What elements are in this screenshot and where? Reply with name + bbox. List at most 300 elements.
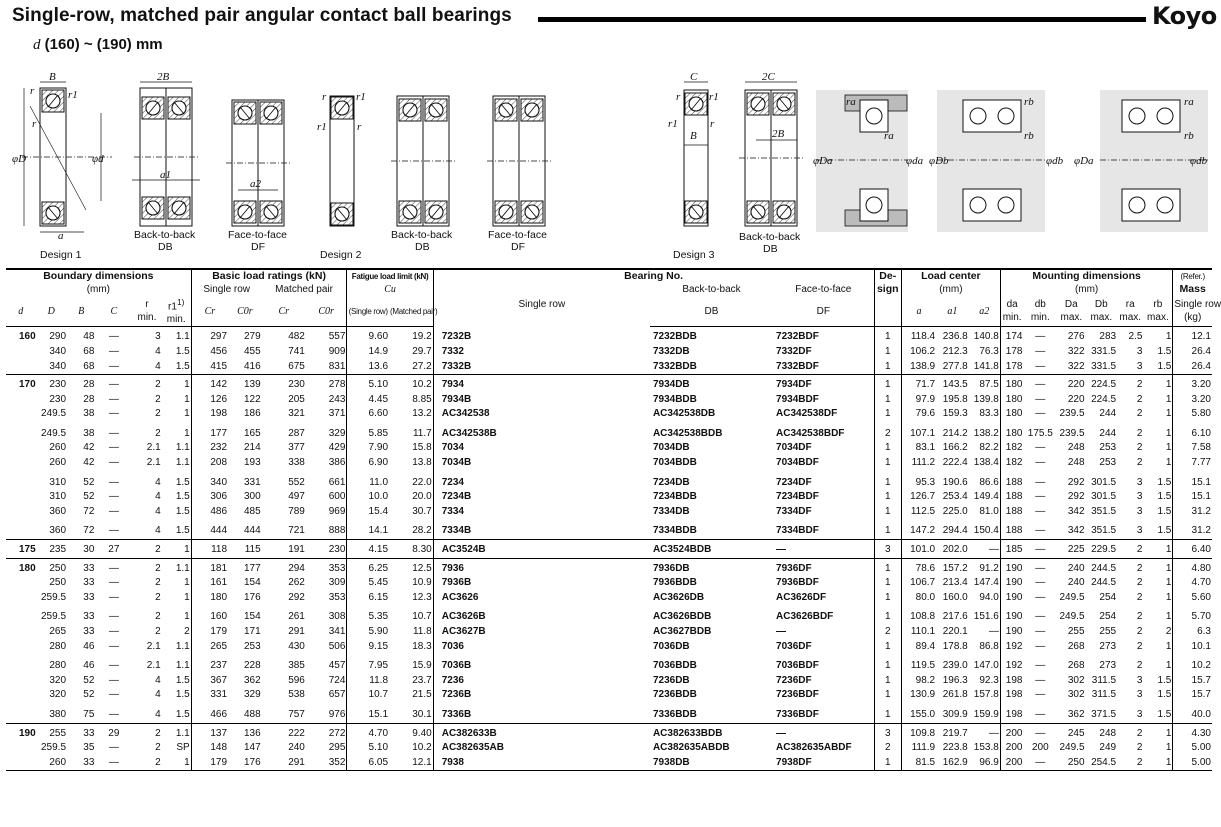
table-cell: 380 — [35, 708, 67, 723]
table-cell: 3 — [1136, 491, 1143, 503]
table-cell: 600 — [328, 491, 346, 503]
table-cell: 46 — [83, 640, 95, 652]
table-cell: 2 — [1165, 626, 1172, 638]
table-cell: 214 — [244, 442, 261, 454]
table-cell: 2 — [1117, 756, 1143, 771]
table-cell: 2 — [1136, 626, 1143, 638]
table-cell: 4.80 — [1173, 558, 1212, 576]
table-cell: 1 — [1165, 660, 1172, 672]
table-cell: 1 — [1165, 442, 1172, 454]
bore-diameter-cell: 160 — [19, 331, 36, 343]
table-cell: 331 — [191, 688, 228, 703]
table-cell: — — [1035, 577, 1046, 589]
bore-diameter-cell — [6, 674, 35, 689]
table-cell: 71.7 — [901, 375, 936, 393]
table-cell: 30.1 — [389, 708, 433, 723]
table-cell: 342 — [1067, 505, 1085, 517]
table-cell: 1.1 — [175, 457, 190, 469]
table-cell: 340 — [49, 345, 67, 357]
table-cell: — — [108, 611, 119, 623]
diagram-label-rb: rb — [1024, 130, 1034, 142]
table-cell: 139 — [244, 379, 261, 391]
table-cell: 15.1 — [1173, 490, 1212, 505]
table-cell: 5.90 — [347, 625, 389, 640]
table-cell: AC342538BDF — [776, 427, 845, 439]
table-cell: 352 — [306, 756, 347, 771]
diagram-label-phidb: φdb — [1190, 155, 1208, 167]
table-cell: 214.2 — [942, 427, 968, 439]
table-cell: 98.2 — [901, 674, 936, 689]
table-row — [6, 476, 1212, 491]
table-cell: — — [1023, 756, 1057, 771]
table-cell: 79.6 — [901, 407, 936, 422]
table-cell: 5.70 — [1173, 610, 1212, 625]
header-cu: Cu — [347, 283, 433, 296]
design3-label: Design 3 — [673, 249, 715, 261]
table-cell: 7936DB — [652, 562, 690, 574]
table-cell: 7034BDB — [652, 457, 697, 469]
table-cell: 909 — [328, 345, 346, 357]
table-cell: 292 — [1067, 491, 1085, 503]
table-cell: 2.5 — [1128, 331, 1143, 343]
table-cell: AC342538DB — [652, 408, 716, 420]
table-cell: 14.9 — [347, 345, 389, 360]
table-cell: 255 — [49, 727, 67, 739]
table-cell: — — [108, 591, 119, 603]
diagram-label-phiDa: φDa — [813, 155, 833, 167]
design1-single-diagram — [12, 71, 112, 261]
col-mass-single: Single row — [1174, 299, 1221, 311]
table-cell: 15.1 — [1173, 476, 1212, 491]
table-cell: 72 — [83, 505, 95, 517]
table-cell: — — [108, 331, 119, 343]
table-cell: 232 — [191, 441, 228, 456]
table-cell: 1.5 — [175, 345, 190, 357]
table-cell: 3 — [155, 331, 161, 343]
col-rb — [1143, 296, 1172, 327]
table-cell: 78.6 — [901, 558, 936, 576]
table-cell: — — [1035, 660, 1046, 672]
table-cell: 301.5 — [1091, 476, 1117, 488]
table-cell: 2.1 — [146, 457, 161, 469]
table-cell: 249.5 — [40, 408, 67, 420]
table-cell: — — [108, 674, 119, 686]
diagram-label-r1: r1 — [317, 121, 327, 133]
table-cell: 7232BDF — [776, 331, 819, 343]
table-cell: 329 — [328, 427, 346, 439]
table-cell: 1.5 — [1157, 476, 1172, 488]
table-cell: — — [1023, 360, 1057, 375]
table-cell: 415 — [191, 360, 228, 375]
table-cell: 1 — [874, 476, 901, 491]
table-cell: 367 — [191, 674, 228, 689]
table-cell: 291 — [288, 626, 305, 638]
bore-diameter-cell — [6, 505, 35, 520]
table-cell: 1.5 — [175, 505, 190, 517]
table-cell: 7236B — [433, 688, 650, 703]
df-label-2: DF — [511, 241, 525, 253]
table-cell: 196.3 — [942, 674, 968, 686]
table-cell: 180 — [1000, 427, 1023, 442]
table-cell: 190 — [1000, 625, 1023, 640]
table-cell: 1 — [1165, 591, 1172, 603]
table-cell: 2 — [874, 741, 901, 756]
col-r1 — [162, 296, 192, 327]
table-row — [6, 393, 1212, 408]
table-cell: 6.40 — [1173, 540, 1212, 559]
design1-back-to-back-diagram — [132, 71, 200, 253]
table-cell: 1 — [1165, 562, 1172, 574]
table-cell: 302 — [1067, 674, 1085, 686]
table-cell: 1.1 — [175, 660, 190, 672]
table-cell: 1.1 — [175, 442, 190, 454]
table-cell: 190 — [1000, 558, 1023, 576]
table-cell: 1 — [874, 659, 901, 674]
table-cell: 552 — [288, 476, 305, 488]
table-cell: 7234BDF — [776, 491, 819, 503]
table-cell: 220 — [1067, 393, 1085, 405]
table-cell: — — [1035, 562, 1046, 574]
table-cell: 888 — [306, 524, 347, 539]
table-cell: 557 — [328, 331, 346, 343]
table-cell: 4 — [155, 689, 161, 701]
col-ra — [1117, 296, 1143, 327]
table-cell: 4 — [155, 674, 161, 686]
table-cell: 506 — [328, 640, 346, 652]
table-cell: 179 — [191, 625, 228, 640]
table-cell: 182 — [1000, 441, 1023, 456]
table-cell: 455 — [244, 345, 261, 357]
table-cell: 976 — [306, 708, 347, 723]
table-cell: 1 — [1165, 331, 1172, 343]
table-cell: 10.7 — [412, 611, 432, 623]
db-label-2: DB — [415, 241, 430, 253]
table-cell: 2.1 — [146, 640, 161, 652]
col-fat-matched: (Matched pair) — [389, 296, 433, 327]
table-cell: 5.35 — [347, 610, 389, 625]
table-cell: 193 — [244, 457, 261, 469]
header-mounting: Mounting dimensions — [1000, 269, 1173, 283]
table-cell: 245 — [1067, 727, 1085, 739]
table-cell: — — [108, 505, 119, 517]
table-cell: 12.1 — [389, 756, 433, 771]
table-cell: 301.5 — [1091, 491, 1117, 503]
table-cell: 115 — [228, 540, 262, 559]
table-cell: 223.8 — [942, 742, 968, 754]
table-cell: — — [108, 393, 119, 405]
table-cell: 287 — [288, 427, 305, 439]
diagram-label-2B: 2B — [772, 128, 785, 140]
table-cell: 19.2 — [412, 331, 432, 343]
table-cell: 143.5 — [942, 379, 968, 391]
table-cell: 4 — [132, 524, 161, 539]
col-Cr-single: Cr — [191, 296, 228, 327]
table-cell: 181 — [191, 558, 228, 576]
diagram-label-2C: 2C — [762, 71, 775, 83]
table-row — [6, 490, 1212, 505]
table-cell: 174 — [1000, 327, 1023, 345]
table-cell: 89.4 — [901, 640, 936, 655]
table-cell: 7236BDB — [652, 689, 697, 701]
table-cell: 2.1 — [146, 660, 161, 672]
table-cell: 87.5 — [979, 379, 999, 391]
table-cell: 340 — [35, 360, 67, 375]
bore-diameter-cell — [6, 688, 35, 703]
table-cell: 273 — [1099, 640, 1117, 652]
table-cell: 1 — [874, 393, 901, 408]
table-row — [6, 540, 1212, 559]
table-cell: 295 — [328, 742, 346, 754]
table-cell: 177 — [244, 562, 261, 574]
table-row — [6, 375, 1212, 393]
table-cell: — — [773, 540, 874, 559]
table-cell: 294.4 — [936, 524, 969, 539]
table-cell: 9.60 — [347, 327, 389, 345]
table-cell: AC342538DF — [776, 408, 838, 420]
table-cell: 311.5 — [1091, 689, 1117, 701]
table-cell: 237 — [191, 659, 228, 674]
table-cell: — — [988, 626, 999, 638]
table-cell: 151.6 — [973, 611, 999, 623]
table-cell: 657 — [328, 689, 346, 701]
table-cell: 1 — [874, 490, 901, 505]
table-cell: 1 — [874, 708, 901, 723]
table-cell: 92.3 — [979, 674, 999, 686]
table-cell: 7034 — [433, 441, 650, 456]
diagram-label-r: r — [676, 91, 681, 103]
bore-diameter-cell — [6, 591, 35, 606]
table-cell: 1 — [1165, 742, 1172, 754]
table-cell: 126 — [191, 393, 228, 408]
table-cell: 3.20 — [1173, 375, 1212, 393]
table-cell: 1 — [184, 408, 190, 420]
diagram-label-r1: r1 — [68, 89, 78, 101]
col-Da-symbol: Da — [1064, 299, 1078, 311]
table-cell: 195.8 — [942, 393, 968, 405]
diagram-label-rb: rb — [1024, 96, 1034, 108]
table-cell: 154 — [244, 577, 261, 589]
table-row — [6, 345, 1212, 360]
table-cell: 7938DF — [773, 756, 874, 771]
table-cell: 1 — [162, 756, 192, 771]
table-cell: 5.45 — [347, 576, 389, 591]
col-C: C — [95, 296, 132, 327]
table-cell: 229.5 — [1086, 540, 1118, 559]
table-cell: 15.4 — [347, 505, 389, 520]
table-cell: — — [1035, 626, 1046, 638]
table-cell: 28 — [83, 379, 95, 391]
table-cell: 7.77 — [1173, 456, 1212, 471]
table-cell: 38 — [83, 408, 95, 420]
bore-diameter-cell — [6, 576, 35, 591]
table-cell: 96.9 — [969, 756, 1001, 771]
table-cell: 7336B — [433, 708, 650, 723]
table-cell: 130.9 — [901, 688, 936, 703]
table-cell: 7036DB — [652, 640, 690, 652]
table-cell: 191 — [262, 540, 306, 559]
table-cell: — — [1035, 689, 1046, 701]
table-cell: 277.8 — [936, 360, 969, 375]
table-cell: 33 — [83, 562, 95, 574]
table-cell: 7938 — [433, 756, 650, 771]
table-cell: 1 — [1165, 379, 1172, 391]
table-cell: 2 — [155, 727, 161, 739]
table-cell: — — [1035, 379, 1046, 391]
mounting-diagram-1 — [813, 90, 924, 232]
table-cell: AC3626DB — [652, 591, 705, 603]
table-cell: AC3627BDB — [652, 626, 712, 638]
col-db-mount — [1023, 296, 1057, 327]
table-cell: 138.2 — [973, 427, 999, 439]
table-cell: 362 — [244, 674, 261, 686]
table-cell: 1.5 — [1143, 524, 1172, 539]
diagram-label-r1: r1 — [356, 91, 366, 103]
table-cell: 596 — [288, 674, 305, 686]
table-cell: 2 — [1136, 442, 1143, 454]
btb-label-2: Back-to-back — [391, 229, 453, 241]
table-cell: 310 — [49, 491, 67, 503]
table-cell: — — [1035, 640, 1046, 652]
table-cell: 3 — [1117, 708, 1143, 723]
table-cell: — — [1035, 393, 1046, 405]
table-cell: 1.5 — [1157, 491, 1172, 503]
table-cell: 7332BDB — [650, 360, 773, 375]
table-cell: 15.7 — [1173, 688, 1212, 703]
table-cell: 254 — [1099, 611, 1117, 623]
table-cell: 482 — [288, 331, 305, 343]
table-cell: 33 — [83, 727, 95, 739]
table-cell: 7036BDB — [652, 660, 697, 672]
table-cell: 235 — [35, 540, 67, 559]
table-cell: 7.58 — [1173, 441, 1212, 456]
header-load-center: Load center — [901, 269, 1000, 283]
diagram-label-C: C — [690, 71, 698, 83]
table-cell: AC3627B — [433, 625, 650, 640]
table-cell: — — [1035, 457, 1046, 469]
table-cell: 106.2 — [901, 345, 936, 360]
table-cell: AC382635ABDB — [652, 742, 730, 754]
table-cell: 2 — [132, 756, 161, 771]
table-cell: 1 — [1165, 457, 1172, 469]
table-cell: 1 — [184, 611, 190, 623]
table-cell: 15.8 — [412, 442, 432, 454]
table-cell: 2 — [1136, 742, 1143, 754]
table-cell: 1 — [874, 456, 901, 471]
col-da-min: min. — [1002, 312, 1022, 324]
table-cell: — — [1035, 611, 1046, 623]
table-cell: 10.0 — [347, 490, 389, 505]
table-cell: 371 — [328, 408, 346, 420]
table-cell: 7336BDF — [773, 708, 874, 723]
table-cell: 7334DB — [652, 505, 690, 517]
table-cell: 7936 — [433, 558, 650, 576]
table-cell: 220 — [1067, 379, 1085, 391]
bore-range-value: (160) ~ (190) mm — [44, 36, 163, 53]
col-Da-max: max. — [1060, 312, 1083, 324]
table-cell: 308 — [328, 611, 346, 623]
mounting-diagram-2 — [929, 90, 1064, 232]
table-cell: 1.1 — [175, 331, 190, 343]
table-cell: 26.4 — [1173, 360, 1212, 375]
table-cell: 86.8 — [979, 640, 999, 652]
table-cell: 192 — [1000, 659, 1023, 674]
table-cell: — — [1023, 540, 1057, 559]
table-cell: 1 — [1143, 756, 1172, 771]
table-cell: — — [1035, 442, 1046, 454]
header-bearing-no: Bearing No. — [433, 269, 874, 283]
table-cell: 198 — [1000, 674, 1023, 689]
table-cell: 13.6 — [347, 360, 389, 375]
table-cell: 329 — [244, 689, 261, 701]
table-cell: 268 — [1067, 660, 1085, 672]
table-row — [6, 558, 1212, 576]
table-cell: 165 — [244, 427, 261, 439]
table-cell: 26.4 — [1173, 345, 1212, 360]
table-cell: AC382635ABDF — [776, 742, 852, 754]
table-cell: 188 — [1000, 505, 1023, 520]
table-cell: 148 — [191, 741, 228, 756]
table-cell: 159.9 — [969, 708, 1001, 723]
header-design-2: sign — [876, 283, 899, 295]
table-cell: 205 — [288, 393, 305, 405]
table-cell: 292 — [288, 591, 305, 603]
table-cell: 6.90 — [347, 456, 389, 471]
table-cell: 6.25 — [347, 558, 389, 576]
diagram-label-rb: rb — [1184, 130, 1194, 142]
ftf-label-2: Face-to-face — [488, 229, 547, 241]
table-cell: 3 — [1136, 689, 1143, 701]
table-cell: AC342538BDB — [652, 427, 723, 439]
col-a2: a2 — [969, 296, 1001, 327]
table-cell: 31.2 — [1173, 505, 1212, 520]
table-cell: 259.5 — [40, 742, 67, 754]
table-cell: 240 — [1067, 562, 1085, 574]
table-cell: 180 — [191, 591, 228, 606]
table-cell: 27 — [95, 540, 132, 559]
table-cell: 2 — [155, 611, 161, 623]
table-cell: 166.2 — [942, 442, 968, 454]
table-cell: 260 — [49, 442, 67, 454]
table-cell: 1.5 — [175, 674, 190, 686]
table-cell: 171 — [244, 626, 261, 638]
table-cell: 249 — [1099, 742, 1117, 754]
table-row — [6, 456, 1212, 471]
table-cell: 322 — [1057, 360, 1085, 375]
table-cell: 1 — [874, 407, 901, 422]
bore-diameter-cell: 180 — [19, 562, 36, 574]
table-cell: 7936B — [433, 576, 650, 591]
table-cell: 831 — [306, 360, 347, 375]
table-cell: 7934DF — [776, 379, 812, 391]
table-cell: 250 — [49, 562, 67, 574]
table-cell: 7236BDF — [776, 689, 819, 701]
table-cell: 10.7 — [347, 688, 389, 703]
header-boundary: Boundary dimensions — [6, 269, 191, 283]
table-cell: 7934BDF — [776, 393, 819, 405]
table-cell: 180 — [1000, 393, 1023, 408]
table-cell: 969 — [328, 505, 346, 517]
table-cell: 294 — [288, 562, 305, 574]
table-cell: 222.4 — [942, 457, 968, 469]
table-cell: 190 — [1000, 576, 1023, 591]
table-cell: 154 — [244, 611, 261, 623]
table-cell: 430 — [288, 640, 305, 652]
table-cell: 91.2 — [979, 562, 999, 574]
table-cell: 35 — [83, 742, 95, 754]
table-cell: 200 — [1000, 723, 1023, 741]
table-cell: 321 — [288, 408, 305, 420]
page-title: Single-row, matched pair angular contact ball bearings — [12, 5, 512, 26]
